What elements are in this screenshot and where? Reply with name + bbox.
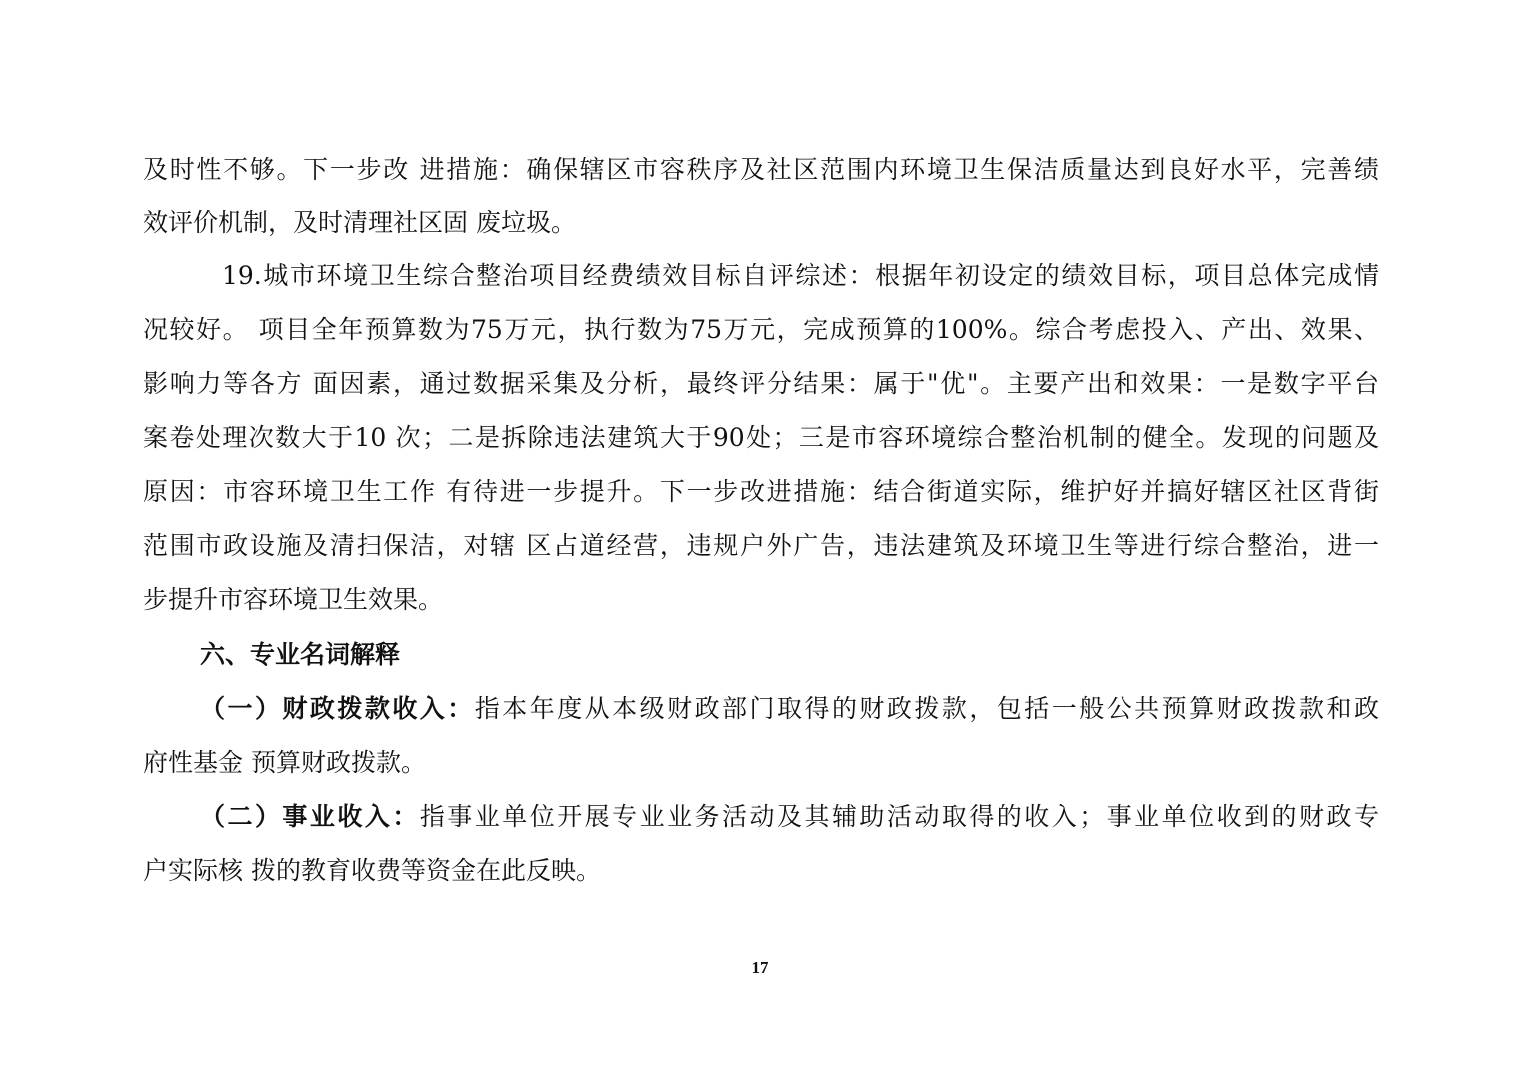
paragraph-line-9: 步提升市容环境卫生效果。 (143, 585, 444, 614)
paragraph-line-4: 况较好。 项目全年预算数为75万元，执行数为75万元，完成预算的100%。综合考虑投入、产出、效果、 (143, 315, 1379, 344)
paragraph-line-6: 案卷处理次数大于10 次；二是拆除违法建筑大于90处；三是市容环境综合整治机制的健全。发现的问题及 (143, 423, 1379, 452)
definition-1-continuation: 府性基金 预算财政拨款。 (143, 748, 426, 777)
section-heading: 六、专业名词解释 (200, 640, 401, 669)
definition-1-line (200, 691, 1379, 727)
definition-1-term: （一）财政拨款收入： (200, 694, 475, 723)
paragraph-line-2: 效评价机制，及时清理社区固 废垃圾。 (143, 208, 576, 237)
paragraph-line-7: 原因：市容环境卫生工作 有待进一步提升。下一步改进措施：结合街道实际，维护好并搞好辖区社区背街 (143, 477, 1379, 506)
definition-1-text: 指本年度从本级财政部门取得的财政拨款，包括一般公共预算财政拨款和政 (474, 694, 1379, 723)
paragraph-line-1: 及时性不够。下一步改 进措施：确保辖区市容秩序及社区范围内环境卫生保洁质量达到良好水平，完善绩 (143, 155, 1379, 184)
paragraph-line-5: 影响力等各方 面因素，通过数据采集及分析，最终评分结果：属于"优"。主要产出和效果：一是数字平台 (143, 369, 1379, 398)
definition-2-line (200, 799, 1379, 835)
definition-2-continuation: 户实际核 拨的教育收费等资金在此反映。 (143, 856, 601, 885)
definition-2-term: （二）事业收入： (200, 802, 420, 831)
paragraph-line-3: 19.城市环境卫生综合整治项目经费绩效目标自评综述：根据年初设定的绩效目标，项目总体完成情 (222, 261, 1379, 290)
definition-2-text: 指事业单位开展专业业务活动及其辅助活动取得的收入；事业单位收到的财政专 (419, 802, 1379, 831)
page-number: 17 (751, 958, 769, 977)
paragraph-line-8: 范围市政设施及清扫保洁，对辖 区占道经营，违规户外广告，违法建筑及环境卫生等进行综合整治，进一 (143, 531, 1379, 560)
